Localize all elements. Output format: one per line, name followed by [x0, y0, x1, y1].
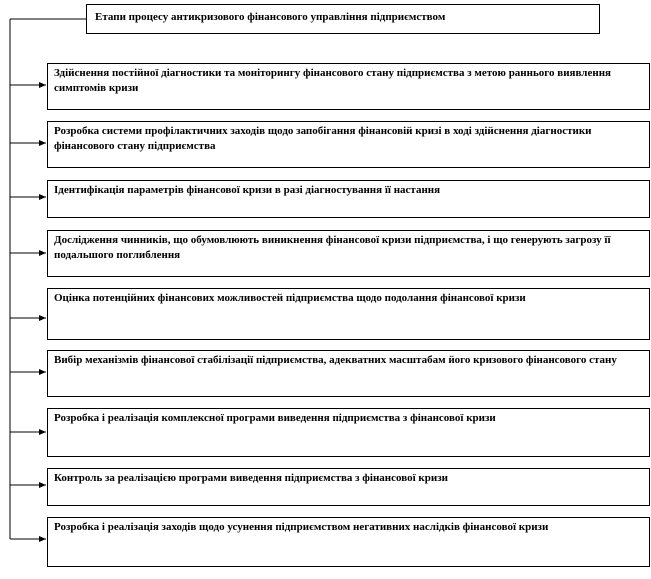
step-box-7 — [47, 408, 650, 457]
step-box-8 — [47, 468, 650, 506]
step-label-8: Контроль за реалізацією програми виведення підприємства з фінансової кризи — [54, 472, 448, 484]
diagram-title-box — [86, 4, 600, 34]
step-box-1 — [47, 63, 650, 110]
step-box-9 — [47, 517, 650, 567]
step-label-4: Дослідження чинників, що обумовлюють виникнення фінансової кризи підприємства, і що генерують загрозу її подальшого поглиблення — [54, 234, 611, 261]
step-label-6: Вибір механізмів фінансової стабілізації підприємства, адекватних масштабам його кризового фінансового стану — [54, 354, 617, 366]
step-label-5: Оцінка потенційних фінансових можливостей підприємства щодо подолання фінансової кризи — [54, 292, 526, 304]
step-box-4 — [47, 230, 650, 277]
step-box-6 — [47, 350, 650, 397]
step-box-2 — [47, 121, 650, 168]
step-label-7: Розробка і реалізація комплексної програми виведення підприємства з фінансової кризи — [54, 412, 496, 424]
step-label-3: Ідентифікація параметрів фінансової кризи в разі діагностування її настання — [54, 184, 441, 196]
step-label-9: Розробка і реалізація заходів щодо усунення підприємством негативних наслідків фінансової кризи — [54, 521, 549, 533]
step-box-5 — [47, 288, 650, 340]
diagram-title: Етапи процесу антикризового фінансового управління підприємством — [95, 11, 446, 23]
step-label-2: Розробка системи профілактичних заходів щодо запобігання фінансовій кризі в ході здійснення діагностики фінансового стану підприємства — [54, 125, 592, 152]
step-label-1: Здійснення постійної діагностики та моніторингу фінансового стану підприємства з метою раннього виявлення симптомів кризи — [54, 67, 611, 94]
step-box-3 — [47, 180, 650, 218]
